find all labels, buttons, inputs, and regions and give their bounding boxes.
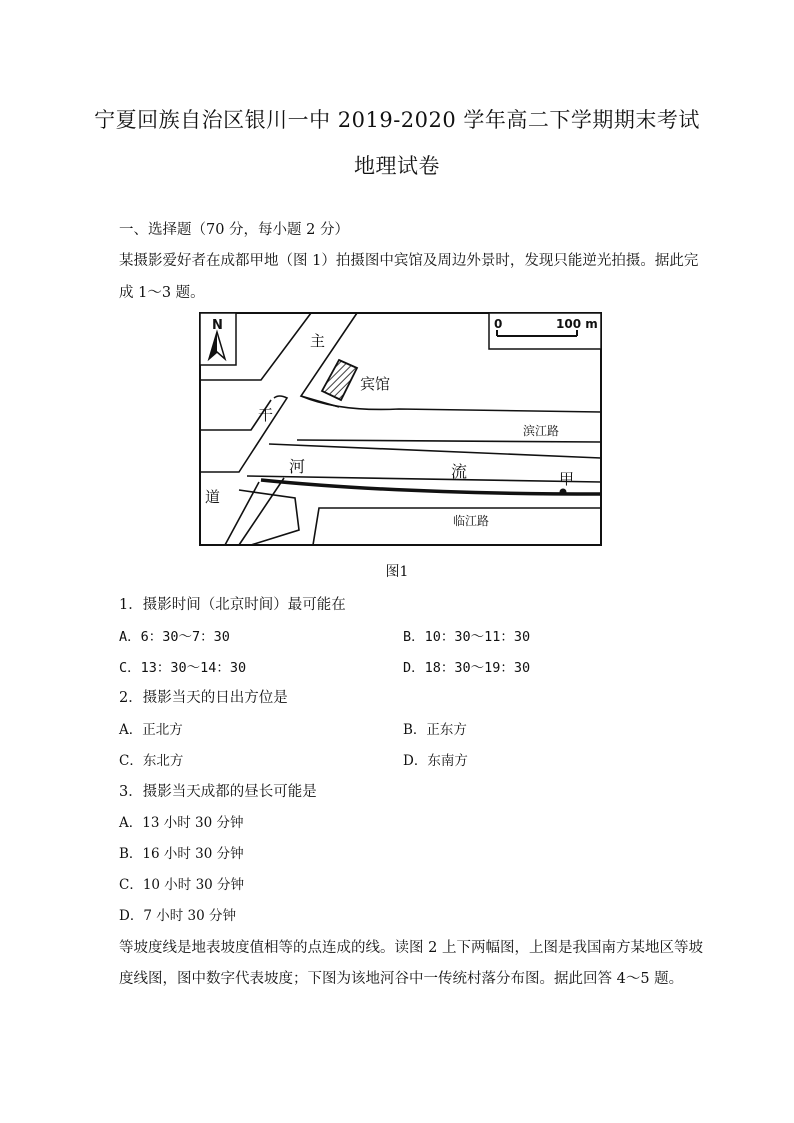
question3-option-d[interactable]: D．7 小时 30 分钟 — [119, 908, 236, 924]
question1-stem: 1．摄影时间（北京时间）最可能在 — [119, 597, 346, 613]
figure1-caption: 图1 — [385, 564, 409, 580]
scale-end: 100 m — [556, 317, 598, 331]
exam-title: 宁夏回族自治区银川一中 2019-2020 学年高二下学期期末考试 — [94, 108, 700, 132]
question1-option-a[interactable]: A．6：30～7：30 — [119, 629, 230, 645]
intro1-line2: 成 1～3 题。 — [119, 285, 205, 301]
label-binjiang-road: 滨江路 — [523, 424, 560, 438]
question2-option-a[interactable]: A．正北方 — [119, 722, 183, 738]
label-river-1: 河 — [289, 457, 306, 476]
section-heading: 一、选择题（70 分，每小题 2 分） — [119, 222, 350, 238]
question3-option-b[interactable]: B．16 小时 30 分钟 — [119, 846, 244, 862]
intro1-line1: 某摄影爱好者在成都甲地（图 1）拍摄图中宾馆及周边外景时，发现只能逆光拍摄。据此完 — [119, 253, 699, 269]
label-road-main-3: 道 — [205, 488, 221, 506]
exam-subtitle: 地理试卷 — [354, 154, 440, 178]
intro2-line2: 度线图，图中数字代表坡度；下图为该地河谷中一传统村落分布图。据此回答 4～5 题。 — [119, 971, 684, 987]
intro2-line1: 等坡度线是地表坡度值相等的点连成的线。读图 2 上下两幅图，上图是我国南方某地区等坡 — [119, 940, 703, 956]
north-label: N — [212, 318, 223, 333]
label-road-main-2: 干 — [258, 406, 274, 424]
question3-option-a[interactable]: A．13 小时 30 分钟 — [119, 815, 244, 831]
question2-option-d[interactable]: D．东南方 — [403, 753, 468, 769]
scale-zero: 0 — [494, 317, 503, 331]
label-hotel: 宾馆 — [360, 375, 391, 393]
question3-stem: 3．摄影当天成都的昼长可能是 — [119, 784, 317, 800]
label-linjiang-road: 临江路 — [453, 514, 490, 528]
label-point-jia: 甲 — [559, 470, 575, 488]
question2-stem: 2．摄影当天的日出方位是 — [119, 690, 288, 706]
figure1-map — [199, 312, 602, 547]
question1-option-b[interactable]: B．10：30～11：30 — [403, 629, 531, 645]
question1-option-d[interactable]: D．18：30～19：30 — [403, 660, 531, 676]
question3-option-c[interactable]: C．10 小时 30 分钟 — [119, 877, 245, 893]
label-road-main-1: 主 — [310, 332, 326, 350]
question2-option-b[interactable]: B．正东方 — [403, 722, 467, 738]
point-jia-marker — [560, 489, 567, 496]
question1-option-c[interactable]: C．13：30～14：30 — [119, 660, 247, 676]
question2-option-c[interactable]: C．东北方 — [119, 753, 184, 769]
label-river-2: 流 — [451, 462, 468, 481]
